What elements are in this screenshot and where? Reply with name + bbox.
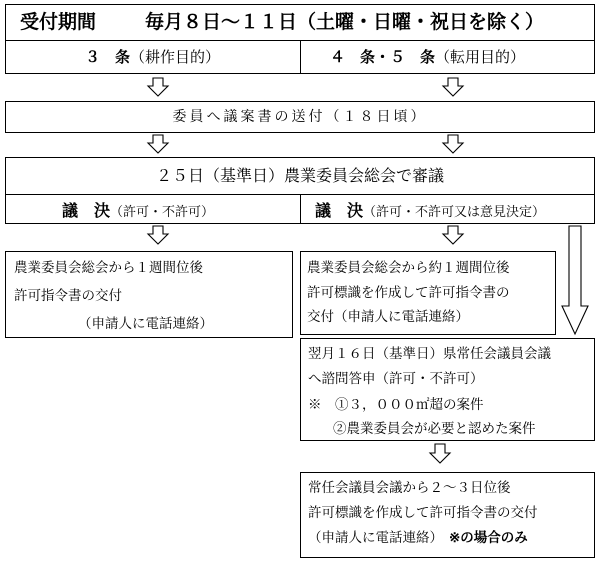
final-line3	[308, 532, 528, 546]
prefecture-line1: 翌月１６日（基準日）県常任会議員会議	[308, 346, 551, 362]
arrow-down	[148, 226, 168, 244]
left-result-line1: 農業委員会総会から１週間位後	[14, 260, 203, 276]
meeting-title: ２５日（基準日）農業委員会総会で審議	[155, 166, 444, 185]
arrow-down	[148, 78, 168, 96]
right-result-line1: 農業委員会総会から約１週間位後	[307, 260, 510, 276]
purpose-left: （耕作目的）	[130, 48, 221, 66]
meeting-column-divider	[300, 194, 301, 224]
prefecture-line4: ②農業委員会が必要と認めた案件	[333, 421, 536, 437]
arrow-down	[430, 444, 450, 463]
purpose-right: （転用目的）	[435, 48, 526, 66]
right-result-line3: 交付（申請人に電話連絡）	[307, 309, 469, 325]
arrow-down	[443, 226, 463, 244]
final-line2: 許可標識を作成して許可指令書の交付	[308, 505, 538, 521]
period-label: 受付期間	[20, 11, 97, 33]
decision-left-label: 議 決	[62, 201, 111, 220]
decision-left-options: （許可・不許可）	[110, 205, 215, 220]
arrow-down	[443, 78, 463, 96]
article-left: ３ 条	[85, 48, 131, 66]
arrow-down	[443, 135, 463, 153]
period-value: 毎月８日～１１日（土曜・日曜・祝日を除く）	[145, 11, 545, 33]
arrow-down	[148, 135, 168, 153]
article-right: ４ 条・５ 条	[330, 48, 436, 66]
send-text: 委員へ議案書の送付（１８日頃）	[172, 109, 428, 125]
column-left	[85, 50, 220, 65]
column-divider	[300, 40, 301, 74]
right-result-line2: 許可標識を作成して許可指令書の	[307, 285, 510, 301]
prefecture-line3: ※ ①３，０００㎡超の案件	[308, 397, 484, 413]
prefecture-line2: へ諮問答申（許可・不許可）	[308, 371, 484, 387]
left-result-line2: 許可指令書の交付	[14, 288, 122, 304]
long-arrow-down	[562, 226, 588, 334]
left-result-line3: （申請人に電話連絡）	[78, 316, 213, 332]
final-line1: 常任会議員会議から２～３日位後	[308, 480, 511, 496]
final-line3-note: ※の場合のみ	[449, 530, 528, 546]
decision-right-options: （許可・不許可又は意見決定）	[363, 205, 546, 220]
decision-right	[315, 203, 545, 219]
decision-right-label: 議 決	[315, 201, 364, 220]
decision-left	[62, 203, 214, 219]
column-right	[330, 50, 525, 65]
final-line3-text: （申請人に電話連絡）	[308, 530, 443, 546]
